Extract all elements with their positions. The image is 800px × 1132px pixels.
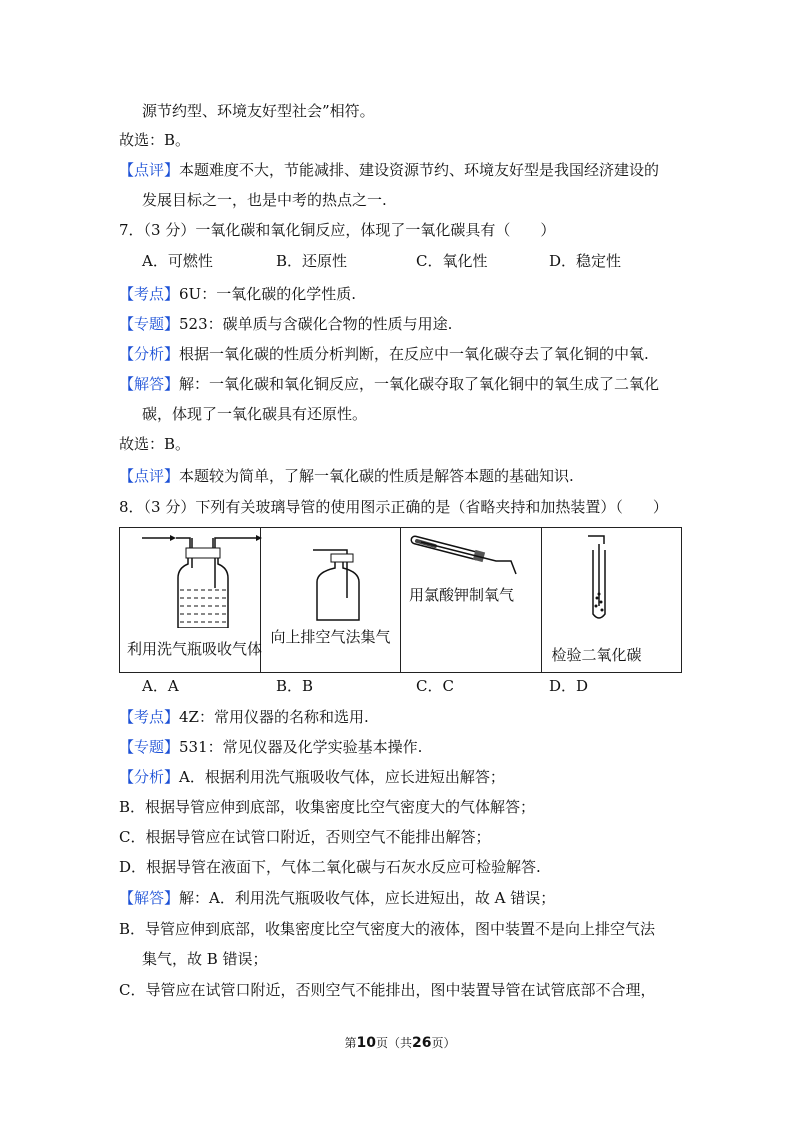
tag-review: 【点评】	[119, 467, 180, 485]
choice-a: A．A	[142, 677, 179, 695]
fenxi-text: A．根据利用洗气瓶吸收气体，应长进短出解答；	[179, 768, 505, 786]
review-line	[119, 158, 659, 182]
gas-washing-bottle-diagram	[120, 528, 280, 628]
text-line: B．根据导管应伸到底部，收集密度比空气密度大的气体解答；	[119, 798, 536, 816]
kaodian-text: 4Z：常用仪器的名称和选用.	[179, 708, 369, 726]
jieda-text: 解：一氧化碳和氧化铜反应，一氧化碳夺取了氧化铜中的氧生成了二氧化	[179, 375, 660, 393]
figure-caption-c: 用氯酸钾制氧气	[409, 586, 515, 604]
tag-zhuanti: 【专题】	[119, 738, 180, 756]
choice-c: C．C	[416, 677, 454, 695]
tag-kaodian: 【考点】	[119, 708, 180, 726]
text-line: C．根据导管应在试管口附近，否则空气不能排出解答；	[119, 828, 491, 846]
figure-caption-a: 利用洗气瓶吸收气体	[127, 640, 263, 658]
zhuanti-line	[119, 312, 452, 336]
tag-fenxi: 【分析】	[119, 345, 180, 363]
fenxi-text: 根据一氧化碳的性质分析判断，在反应中一氧化碳夺去了氧化铜的中氧.	[179, 345, 649, 363]
tag-jieda: 【解答】	[119, 889, 180, 907]
text-line: 故选：B。	[119, 435, 191, 453]
choice-b: B．B	[276, 677, 314, 695]
fenxi-line	[119, 765, 505, 789]
text-line: 源节约型、环境友好型社会”相符。	[142, 102, 375, 120]
choice-d: D．稳定性	[549, 252, 622, 270]
zhuanti-text: 531：常见仪器及化学实验基本操作.	[179, 738, 423, 756]
tag-fenxi: 【分析】	[119, 768, 180, 786]
figure-cell-a	[120, 528, 261, 673]
footer-text: 页（共	[375, 1036, 412, 1050]
total-pages: 26	[412, 1035, 432, 1051]
page-footer	[0, 1034, 800, 1051]
figure-table	[119, 527, 682, 673]
text-line: 集气，故 B 错误；	[142, 950, 268, 968]
figure-cell-d	[541, 528, 682, 673]
figure-cell-b	[260, 528, 401, 673]
tag-kaodian: 【考点】	[119, 285, 180, 303]
tag-jieda: 【解答】	[119, 375, 180, 393]
kaodian-text: 6U：一氧化碳的化学性质.	[179, 285, 356, 303]
text-line: D．根据导管在液面下，气体二氧化碳与石灰水反应可检验解答.	[119, 858, 541, 876]
choice-c: C．氧化性	[416, 252, 488, 270]
jieda-line	[119, 372, 659, 396]
zhuanti-line	[119, 735, 422, 759]
review-text: 本题难度不大，节能减排、建设资源节约、环境友好型是我国经济建设的	[179, 161, 660, 179]
figure-cell-c	[401, 528, 542, 673]
fenxi-line	[119, 342, 649, 366]
footer-text: 第	[344, 1036, 357, 1050]
question-7: 7．（3 分）一氧化碳和氧化铜反应，体现了一氧化碳具有（ ）	[119, 221, 556, 239]
review-line	[119, 464, 574, 488]
choice-b: B．还原性	[276, 252, 348, 270]
review-text: 本题较为简单，了解一氧化碳的性质是解答本题的基础知识.	[179, 467, 574, 485]
figure-caption-b: 向上排空气法集气	[270, 628, 391, 646]
text-line: B．导管应伸到底部，收集密度比空气密度大的液体，图中装置不是向上排空气法	[119, 920, 656, 938]
footer-text: 页）	[431, 1036, 456, 1050]
jieda-line	[119, 886, 555, 910]
zhuanti-text: 523：碳单质与含碳化合物的性质与用途.	[179, 315, 453, 333]
figure-caption-d: 检验二氧化碳	[551, 646, 642, 664]
text-line: 发展目标之一，也是中考的热点之一.	[142, 191, 387, 209]
kaodian-line	[119, 705, 369, 729]
kaodian-line	[119, 282, 356, 306]
collection-bottle-diagram	[261, 528, 411, 623]
tag-review: 【点评】	[119, 161, 180, 179]
test-tube-heating-diagram	[401, 528, 541, 578]
choice-a: A．可燃性	[142, 252, 213, 270]
text-line: 故选：B。	[119, 131, 191, 149]
text-line: 碳，体现了一氧化碳具有还原性。	[142, 405, 368, 423]
limewater-test-tube-diagram	[542, 528, 662, 638]
tag-zhuanti: 【专题】	[119, 315, 180, 333]
jieda-text: 解：A．利用洗气瓶吸收气体，应长进短出，故 A 错误；	[179, 889, 556, 907]
page-number: 10	[356, 1035, 376, 1051]
question-8: 8．（3 分）下列有关玻璃导管的使用图示正确的是（省略夹持和加热装置）（ ）	[119, 498, 668, 516]
text-line: C．导管应在试管口附近，否则空气不能排出，图中装置导管在试管底部不合理，	[119, 981, 656, 999]
choice-d: D．D	[549, 677, 589, 695]
